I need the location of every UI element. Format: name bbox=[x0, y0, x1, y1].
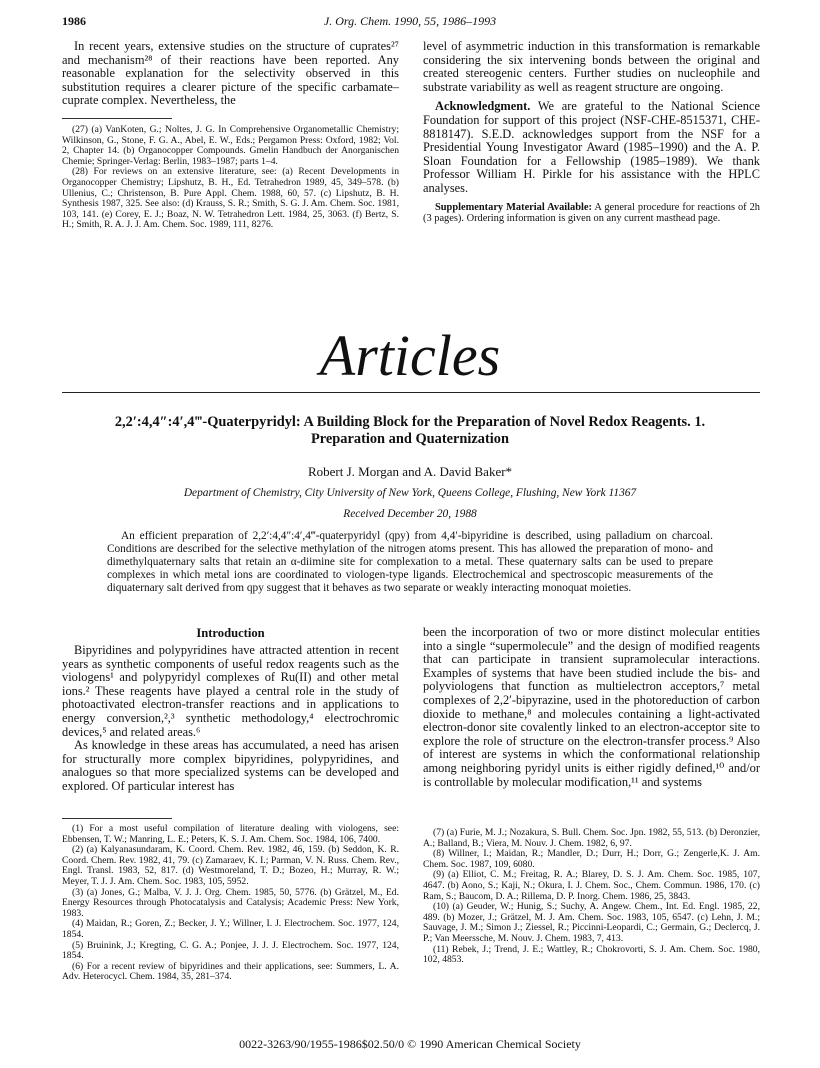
footnote: (9) (a) Elliot, C. M.; Freitag, R. A.; Blarey, D. S. J. Am. Chem. Soc. 1985, 107, 4647. (b) Aono, S.; Kaji, N.; Okura, I. J. Chem. Soc., Chem. Commun. 1986, 170. (c) Ram, S.; Baucom, D. A.; Rillema, D. P. Inorg. Chem. 1986, 25, 3843. bbox=[423, 869, 760, 902]
abstract: An efficient preparation of 2,2′:4,4″:4′,4‴-quaterpyridyl (qpy) from 4,4′-bipyridine is described, using palladium on charcoal. Conditions are described for the selective methylation of the nitrogen atoms present. This has allowed the preparation of mono- and dimethylquaternary salts that retain an α-diimine site for complexation to a metal. These quaternary salts can be used to prepare complexes in which metal ions are coordinated to viologen-type ligands. Electrochemical and spectroscopic measurements of the diquaternary salt derived from qpy suggest that it behaves as two separate or weakly interacting monoquat moieties. bbox=[107, 530, 713, 594]
footnotes-top-left bbox=[62, 125, 399, 231]
footnote-rule bbox=[62, 118, 172, 119]
footnote: (3) (a) Jones, G.; Malba, V. J. J. Org. Chem. 1985, 50, 5776. (b) Grätzel, M., Ed. Energy Resources through Photocatalysis and Catalysis; Academic Press: New York, 1983. bbox=[62, 886, 399, 919]
section-rule bbox=[62, 392, 760, 393]
footnote-rule bbox=[62, 818, 172, 819]
carryover-paragraph-left: In recent years, extensive studies on the structure of cuprates²⁷ and mechanism²⁸ of their reactions have been reported. Any reasonable explanation for the selectivity observed in this substitution requires a clearer picture of the specific carbamate–cuprate complex. Nevertheless, the bbox=[62, 39, 399, 108]
footnote: (27) (a) VanKoten, G.; Noltes, J. G. In Comprehensive Organometallic Chemistry; Wilkinson, G., Stone, F. G. A., Abel, E. W., Eds.; Pergamon Press: Oxford, 1982; Vol. 2, Chapter 14. (b) Organocopper Compounds. Gmelin Handbuch der Anorganischen Chemie; Springer-Verlag: Berlin, 1983–1987; parts 1–4. bbox=[62, 123, 399, 167]
article-title: 2,2′:4,4″:4′,4‴-Quaterpyridyl: A Building Block for the Preparation of Novel Redox Reagents. 1. Preparation and Quaternization bbox=[114, 414, 706, 447]
acknowledgment bbox=[423, 100, 760, 195]
authors: Robert J. Morgan and A. David Baker* bbox=[307, 464, 513, 479]
intro-paragraph-1: Bipyridines and polypyridines have attracted attention in recent years as synthetic components of useful redox reagents such as the viologens¹ and polypyridyl complexes of Ru(II) and other metal ions.² These reagents have played a central role in the study of photoactivated electron-transfer reactions and in applications to energy conversion,²,³ synthetic methodology,⁴ electrochromic devices,⁵ and related areas.⁶ bbox=[62, 643, 399, 739]
bottom-footnotes-left bbox=[62, 818, 399, 983]
bottom-footnotes-right bbox=[423, 828, 760, 966]
intro-paragraph-2: As knowledge in these areas has accumulated, a need has arisen for structurally more complex bipyridines, polypyridines, and analogues so that more specialized systems can be developed and explored. Of particular interest has bbox=[62, 738, 399, 793]
page-number: 1986 bbox=[62, 14, 86, 28]
section-title: Articles bbox=[319, 323, 501, 388]
top-left-column bbox=[62, 40, 399, 231]
affiliation: Department of Chemistry, City University of New York, Queens College, Flushing, New York 11367 bbox=[183, 487, 637, 499]
footnote: (5) Bruinink, J.; Kregting, C. G. A.; Ponjee, J. J. J. Electrochem. Soc. 1977, 124, 1854. bbox=[62, 939, 399, 962]
footnote: (28) For reviews on an extensive literature, see: (a) Recent Developments in Organocopper Chemistry; Lipshutz, B. H., Ed. Tetrahedron 1989, 45, 349–578. (b) Ullenius, C.; Christenson, B. Pure Appl. Chem. 1988, 60, 57. (c) Lipshutz, B. H. Synthesis 1987, 325. See also: (d) Krauss, S. R.; Smith, S. G. J. Am. Chem. Soc. 1981, 103, 141. (e) Corey, E. J.; Boaz, N. W. Tetrahedron Lett. 1984, 25, 3063. (f) Bertz, S. H.; Smith, R. A. J. J. Am. Chem. Soc. 1989, 111, 8276. bbox=[62, 166, 399, 231]
supplementary-text: A general procedure for reactions of 2h (3 pages). Ordering information is given on any current masthead page. bbox=[423, 201, 760, 225]
intro-right-column bbox=[423, 626, 760, 789]
footnote: (2) (a) Kalyanasundaram, K. Coord. Chem. Rev. 1982, 46, 159. (b) Seddon, K. R. Coord. Chem. Rev. 1982, 41, 79. (c) Zamaraev, K. I.; Parman, V. N. Russ. Chem. Rev., Engl. Transl. 1983, 52, 817. (d) Westmoreland, T. D.; Bozeo, H.; Murray, R. W.; Meyer, T. J. J. Am. Chem. Soc. 1983, 105, 5952. bbox=[62, 844, 399, 887]
acknowledgment-text: We are grateful to the National Science Foundation for support of this project (NSF-CHE-8515371, CHE-8818147). S.E.D. acknowledges support from the NSF for a Presidential Young Investigator Award (1985–1990) and the A. P. Sloan Foundation for a Fellowship (1985–1989). We thank Professor William H. Pirkle for his assistance with the HPLC analyses. bbox=[423, 99, 760, 195]
journal-citation: J. Org. Chem. 1990, 55, 1986–1993 bbox=[323, 14, 497, 28]
acknowledgment-heading: Acknowledgment. bbox=[435, 99, 531, 114]
footnote: (6) For a recent review of bipyridines and their applications, see: Summers, L. A. Adv. Heterocycl. Chem. 1984, 35, 281–374. bbox=[62, 960, 399, 983]
introduction-heading: Introduction bbox=[196, 626, 265, 640]
footnote: (8) Willner, I.; Maidan, R.; Mandler, D.; Durr, H.; Dorr, G.; Zengerle,K. J. Am. Chem. Soc. 1987, 109, 6080. bbox=[423, 848, 760, 870]
received-date: Received December 20, 1988 bbox=[343, 508, 477, 520]
supplementary-heading: Supplementary Material Available: bbox=[435, 201, 592, 213]
intro-paragraph-right: been the incorporation of two or more distinct molecular entities into a single “supermolecule” and the design of modified reagents that can participate in transient supramolecular interactions. Examples of systems that have been studied include the bis- and polyviologens that function as multielectron acceptors,⁷ metal complexes of 2,2′-bipyrazine, used in the photoreduction of carbon dioxide to methane,⁸ and molecules containing a light-activated electron-donor site covalently linked to an electron-acceptor site to explore the role of structure on the electron-transfer process.⁹ Also of interest are systems in which the conformational relationship among neighboring pyridyl units is either rigidly defined,¹⁰ and/or is controllable by molecular modification,¹¹ and systems bbox=[423, 625, 760, 789]
footnote: (7) (a) Furie, M. J.; Nozakura, S. Bull. Chem. Soc. Jpn. 1982, 55, 513. (b) Deronzier, A.; Balland, B.; Viera, M. Nouv. J. Chem. 1982, 6, 97. bbox=[423, 827, 760, 849]
footnote: (1) For a most useful compilation of literature dealing with viologens, see: Ebbensen, T. W.; Manring, L. E.; Peters, K. S. J. Am. Chem. Soc. 1984, 106, 7400. bbox=[62, 823, 399, 845]
intro-left-column bbox=[62, 626, 399, 794]
carryover-paragraph-right: level of asymmetric induction in this transformation is remarkable considering the six intervening bonds between the original and created stereogenic centers. Further studies on nucleophile and substrate variability as well as reagent structure are ongoing. bbox=[423, 39, 760, 94]
footnote: (4) Maidan, R.; Goren, Z.; Becker, J. Y.; Willner, I. J. Electrochem. Soc. 1977, 124, 1854. bbox=[62, 918, 399, 940]
supplementary-material bbox=[423, 202, 760, 225]
copyright-footer: 0022-3263/90/1955-1986$02.50/0 © 1990 American Chemical Society bbox=[239, 1037, 581, 1051]
footnote: (10) (a) Geuder, W.; Hunig, S.; Suchy, A. Angew. Chem., Int. Ed. Engl. 1985, 22, 489. (b) Mozer, J.; Grätzel, M. J. Am. Chem. Soc. 1983, 105, 6547. (c) Lehn, J. M.; Sauvage, J. M.; Simon J.; Ziessel, R.; Piccinni-Leopardi, C.; Germain, G.; Declercq, J. P.; Van Meerssche, M. Nouv. J. Chem. 1983, 7, 413. bbox=[423, 901, 760, 944]
footnote: (11) Rebek, J.; Trend, J. E.; Wattley, R.; Chokrovorti, S. J. Am. Chem. Soc. 1980, 102, 4853. bbox=[423, 943, 760, 966]
top-right-column bbox=[423, 40, 760, 225]
